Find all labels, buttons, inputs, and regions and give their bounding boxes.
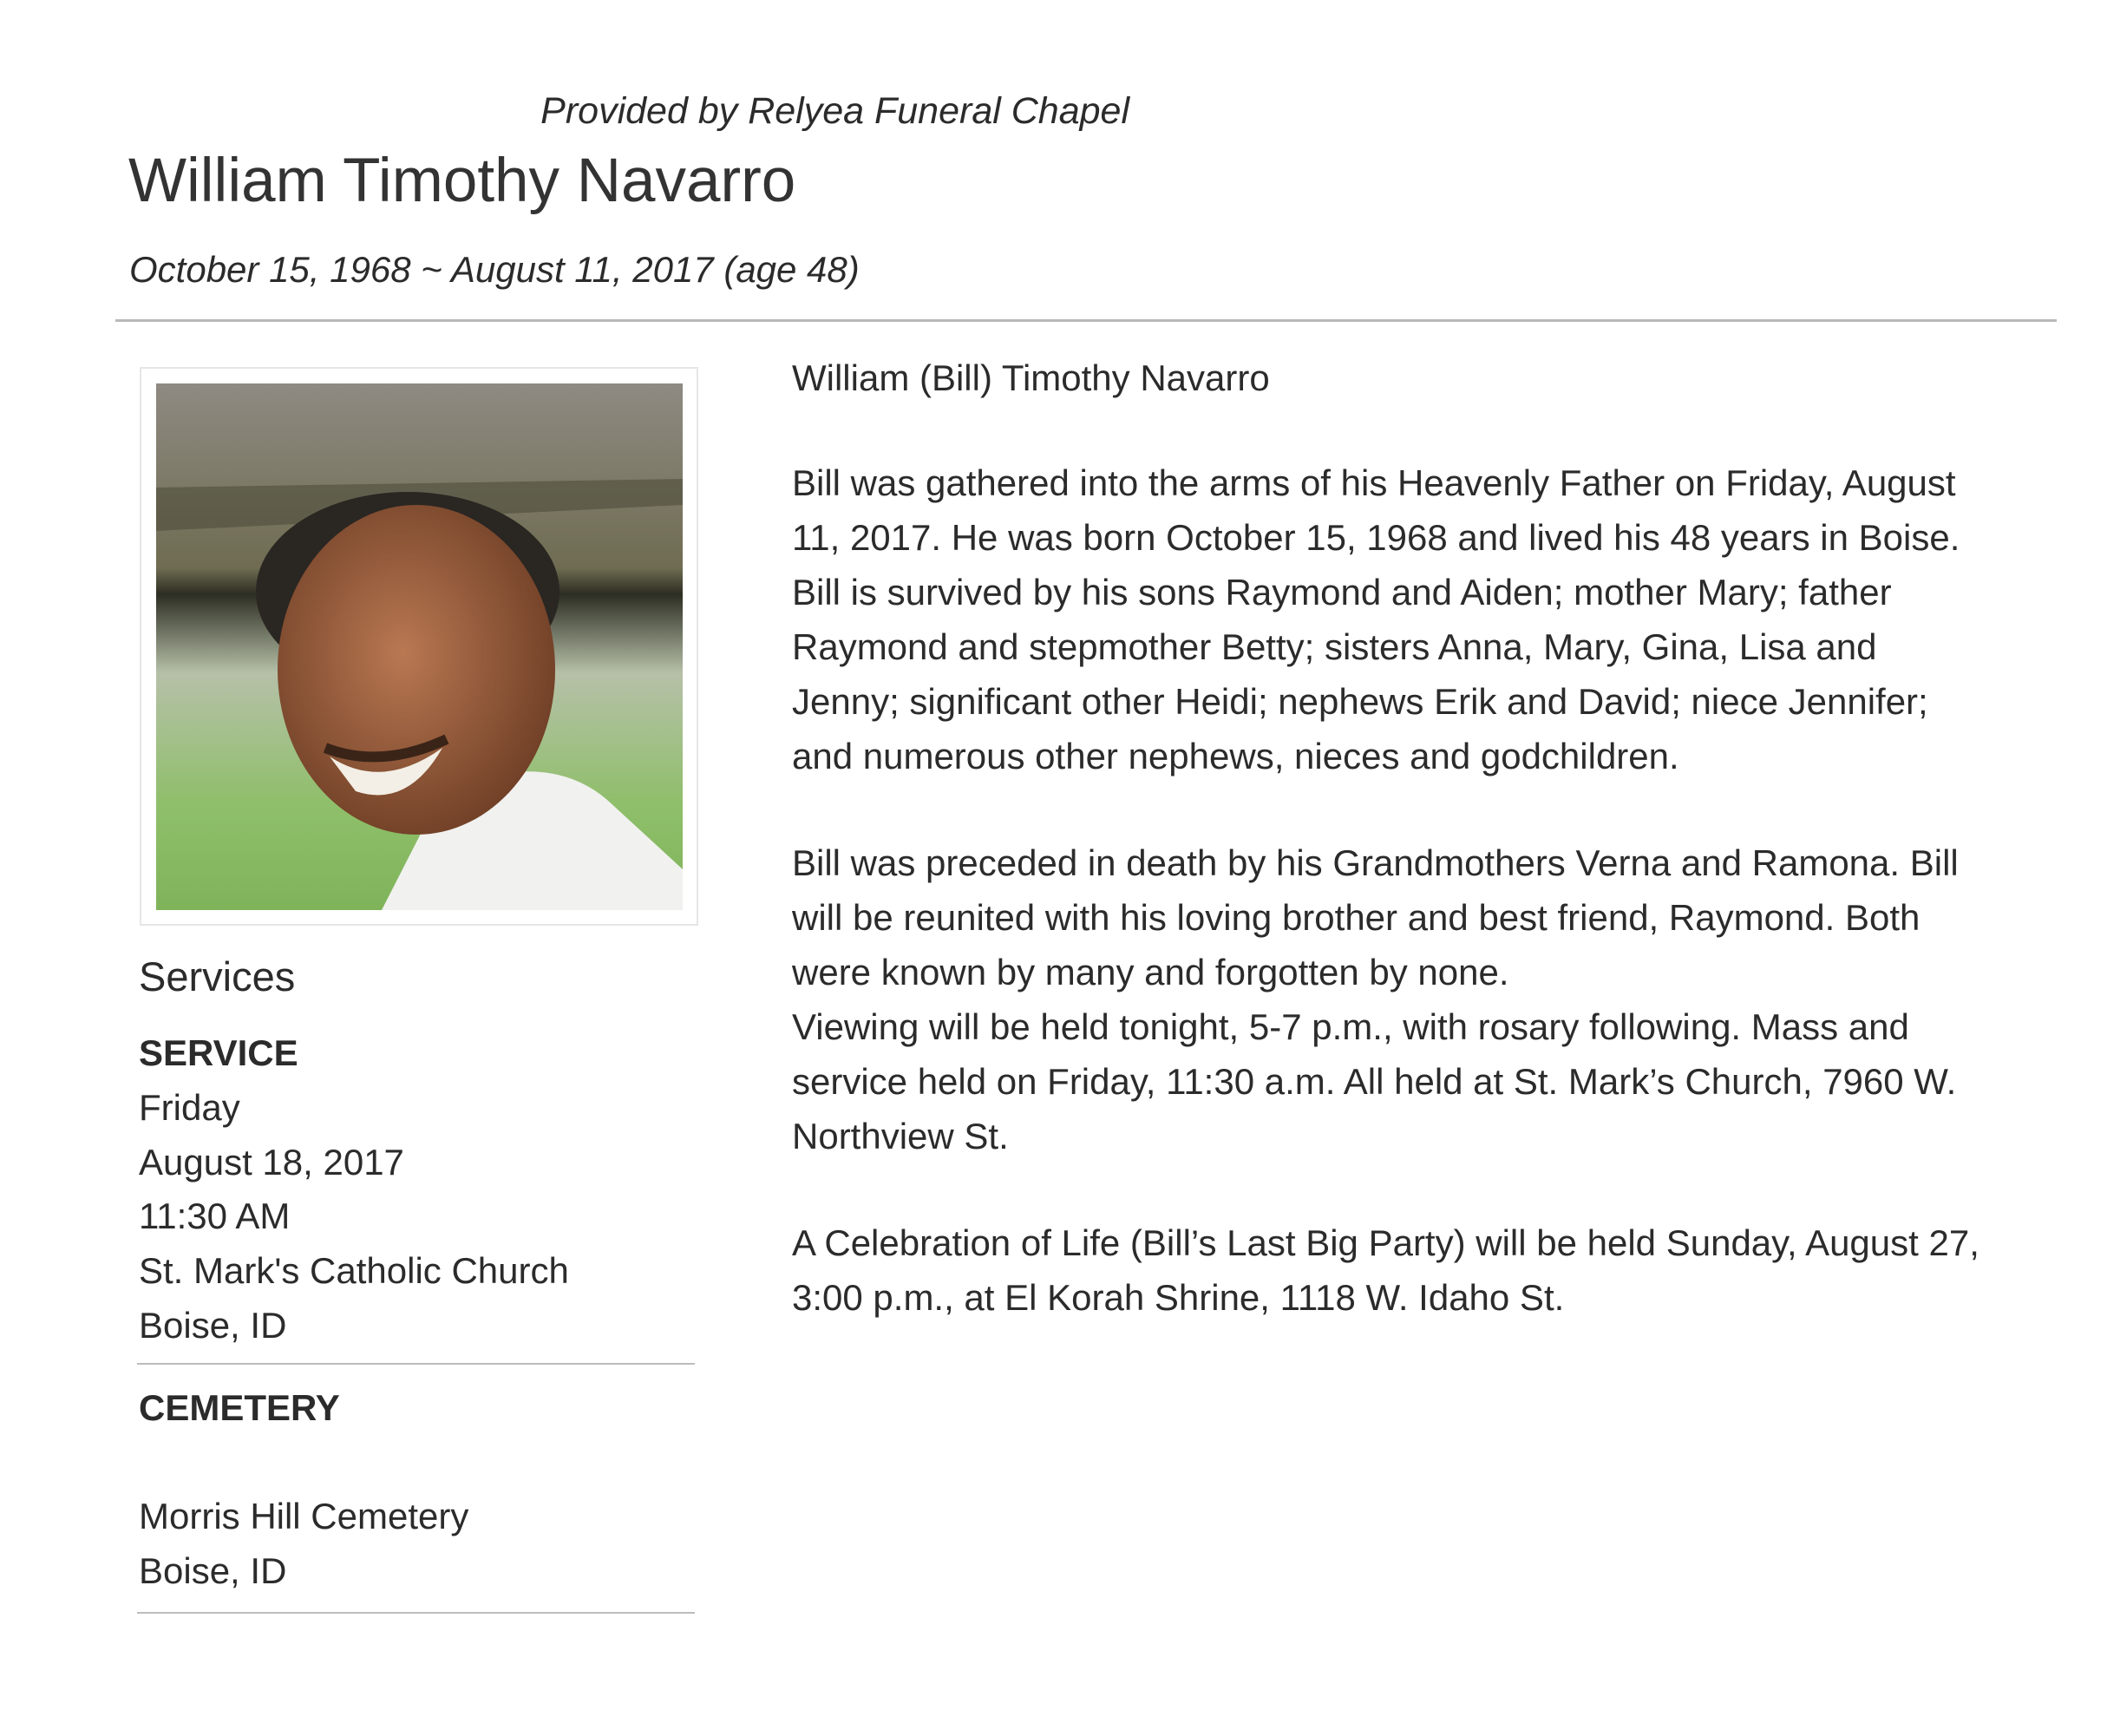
text-line: 11, 2017. He was born October 15, 1968 and lived his 48 years in Boise.: [792, 517, 1960, 558]
text-line: service held on Friday, 11:30 a.m. All held at St. Mark’s Church, 7960 W.: [792, 1061, 1957, 1102]
text-line: Bill was preceded in death by his Grandmothers Verna and Ramona. Bill: [792, 842, 1959, 883]
life-dates: October 15, 1968 ~ August 11, 2017 (age 48): [129, 249, 860, 290]
service-location: St. Mark's Catholic Church: [139, 1250, 569, 1291]
text-line: Bill is survived by his sons Raymond and Aiden; mother Mary; father: [792, 572, 1892, 613]
text-line: were known by many and forgotten by none.: [792, 952, 1509, 992]
portrait-photo: [156, 383, 683, 910]
cemetery-name: Morris Hill Cemetery: [139, 1496, 469, 1536]
text-line: 3:00 p.m., at El Korah Shrine, 1118 W. Idaho St.: [792, 1277, 1565, 1318]
services-heading: Services: [139, 953, 296, 999]
obituary-paragraph-2: [792, 835, 1959, 1163]
text-line: will be reunited with his loving brother and best friend, Raymond. Both: [792, 897, 1921, 938]
text-line: and numerous other nephews, nieces and godchildren.: [792, 736, 1679, 776]
portrait-photo-frame: [140, 367, 698, 926]
divider: [137, 1363, 695, 1365]
provider-credit: Provided by Relyea Funeral Chapel: [540, 90, 1129, 132]
text-line: A Celebration of Life (Bill’s Last Big Party) will be held Sunday, August 27,: [792, 1222, 1979, 1263]
obituary-heading: William (Bill) Timothy Navarro: [792, 357, 1270, 398]
text-line: Northview St.: [792, 1116, 1009, 1156]
cemetery-city: Boise, ID: [139, 1550, 287, 1591]
obituary-paragraph-3: [792, 1215, 1979, 1325]
service-date: August 18, 2017: [139, 1142, 404, 1182]
divider: [137, 1612, 695, 1614]
service-time: 11:30 AM: [139, 1196, 291, 1236]
text-line: Viewing will be held tonight, 5-7 p.m., with rosary following. Mass and: [792, 1006, 1909, 1047]
service-day: Friday: [139, 1087, 240, 1128]
cemetery-label: CEMETERY: [139, 1387, 340, 1428]
obituary-paragraph-1: [792, 455, 1960, 783]
divider: [115, 319, 2057, 322]
service-city: Boise, ID: [139, 1305, 287, 1346]
text-line: Bill was gathered into the arms of his Heavenly Father on Friday, August: [792, 462, 1956, 503]
page-title: William Timothy Navarro: [128, 147, 796, 215]
text-line: Jenny; significant other Heidi; nephews Erik and David; niece Jennifer;: [792, 681, 1928, 722]
text-line: Raymond and stepmother Betty; sisters Anna, Mary, Gina, Lisa and: [792, 626, 1877, 667]
service-label: SERVICE: [139, 1032, 298, 1073]
